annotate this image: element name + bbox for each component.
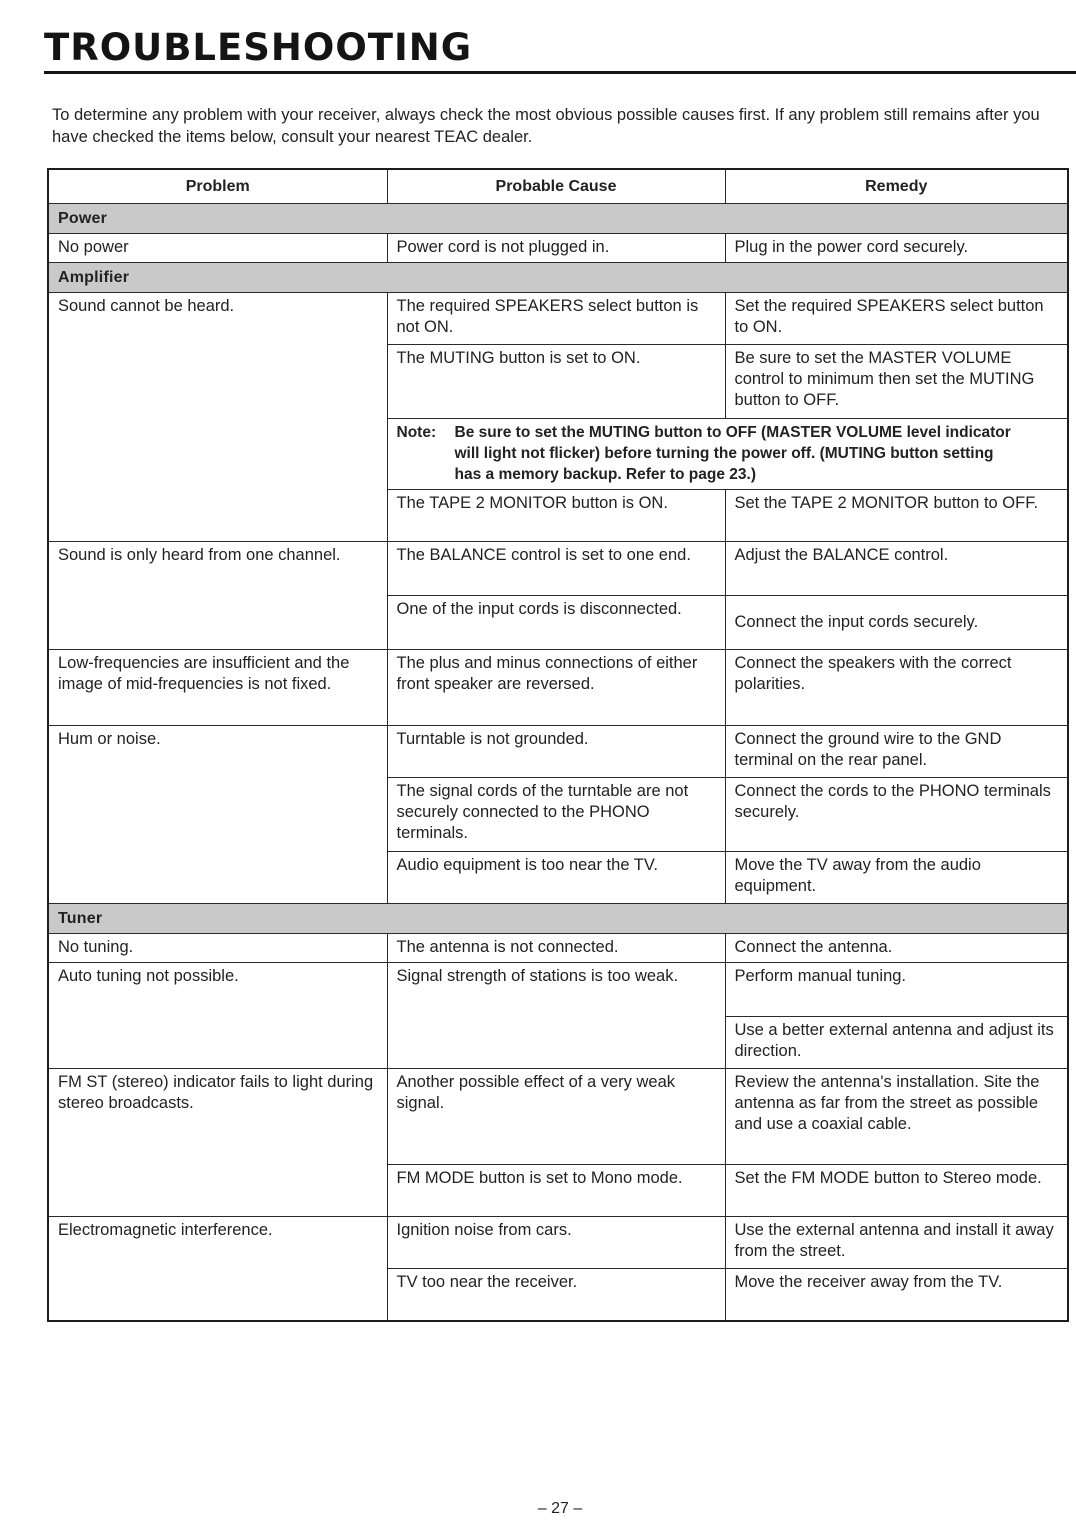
table-row — [48, 1069, 1068, 1165]
remedy-cell: Plug in the power cord securely. — [725, 234, 1068, 263]
cause-cell: The plus and minus connections of either front speaker are reversed. — [387, 650, 725, 726]
cause-cell: FM MODE button is set to Mono mode. — [387, 1165, 725, 1217]
section-row-power — [48, 204, 1068, 234]
cause-cell: Signal strength of stations is too weak. — [387, 963, 725, 1069]
remedy-cell: Set the FM MODE button to Stereo mode. — [725, 1165, 1068, 1217]
remedy-cell: Connect the antenna. — [725, 934, 1068, 963]
remedy-cell: Review the antenna's installation. Site the antenna as far from the street as possible and use a coaxial cable. — [725, 1069, 1068, 1165]
problem-cell: Low-frequencies are insufficient and the image of mid-frequencies is not fixed. — [48, 650, 387, 726]
intro-paragraph: To determine any problem with your receiver, always check the most obvious possible causes first. If any problem still remains after you have checked the items below, consult your nearest TEAC dealer. — [52, 106, 1040, 146]
remedy-cell: Set the TAPE 2 MONITOR button to OFF. — [725, 490, 1068, 542]
problem-cell: FM ST (stereo) indicator fails to light during stereo broadcasts. — [48, 1069, 387, 1217]
note-cell — [387, 419, 1068, 490]
remedy-cell: Use the external antenna and install it away from the street. — [725, 1217, 1068, 1269]
cause-cell: The BALANCE control is set to one end. — [387, 542, 725, 596]
cause-cell: One of the input cords is disconnected. — [387, 596, 725, 650]
problem-cell: Auto tuning not possible. — [48, 963, 387, 1069]
cause-cell: TV too near the receiver. — [387, 1269, 725, 1322]
remedy-cell: Adjust the BALANCE control. — [725, 542, 1068, 596]
cause-cell: Power cord is not plugged in. — [387, 234, 725, 263]
cause-cell: The MUTING button is set to ON. — [387, 345, 725, 419]
table-row — [48, 726, 1068, 778]
header-remedy: Remedy — [725, 169, 1068, 204]
section-row-amplifier — [48, 263, 1068, 293]
cause-cell: Ignition noise from cars. — [387, 1217, 725, 1269]
remedy-cell: Connect the speakers with the correct polarities. — [725, 650, 1068, 726]
table-row — [48, 650, 1068, 726]
cause-cell: Audio equipment is too near the TV. — [387, 852, 725, 904]
problem-cell: Hum or noise. — [48, 726, 387, 904]
remedy-cell: Move the receiver away from the TV. — [725, 1269, 1068, 1322]
page-title: TROUBLESHOOTING — [44, 26, 473, 69]
problem-cell: No power — [48, 234, 387, 263]
problem-cell: Electromagnetic interference. — [48, 1217, 387, 1322]
cause-cell: Turntable is not grounded. — [387, 726, 725, 778]
troubleshooting-table — [47, 168, 1069, 1322]
note-label: Note: — [396, 424, 437, 441]
table-header-row — [48, 169, 1068, 204]
page-number: – 27 – — [537, 1500, 583, 1517]
problem-cell: No tuning. — [48, 934, 387, 963]
cause-cell: Another possible effect of a very weak signal. — [387, 1069, 725, 1165]
remedy-cell: Connect the ground wire to the GND terminal on the rear panel. — [725, 726, 1068, 778]
header-problem: Problem — [48, 169, 387, 204]
cause-cell: The required SPEAKERS select button is not ON. — [387, 293, 725, 345]
title-rule — [44, 71, 1076, 74]
troubleshooting-table-wrapper — [47, 168, 1067, 1322]
table-row — [48, 293, 1068, 345]
remedy-cell: Be sure to set the MASTER VOLUME control to minimum then set the MUTING button to OFF. — [725, 345, 1068, 419]
remedy-cell: Connect the input cords securely. — [725, 596, 1068, 650]
cause-cell: The TAPE 2 MONITOR button is ON. — [387, 490, 725, 542]
problem-cell: Sound cannot be heard. — [48, 293, 387, 542]
problem-cell: Sound is only heard from one channel. — [48, 542, 387, 650]
table-row — [48, 1217, 1068, 1269]
table-row — [48, 934, 1068, 963]
cause-cell: The signal cords of the turntable are not securely connected to the PHONO terminals. — [387, 778, 725, 852]
table-row — [48, 963, 1068, 1017]
note-text: Be sure to set the MUTING button to OFF (MASTER VOLUME level indicator will light not flicker) before turning the power off. (MUTING button setting has a memory backup. Refer to page 23.) — [454, 424, 1011, 483]
remedy-cell: Perform manual tuning. — [725, 963, 1068, 1017]
remedy-cell: Move the TV away from the audio equipment. — [725, 852, 1068, 904]
remedy-cell: Use a better external antenna and adjust its direction. — [725, 1017, 1068, 1069]
section-row-tuner — [48, 904, 1068, 934]
section-label: Tuner — [48, 904, 1068, 934]
remedy-cell: Set the required SPEAKERS select button to ON. — [725, 293, 1068, 345]
cause-cell: The antenna is not connected. — [387, 934, 725, 963]
table-row — [48, 234, 1068, 263]
remedy-cell: Connect the cords to the PHONO terminals securely. — [725, 778, 1068, 852]
section-label: Amplifier — [48, 263, 1068, 293]
header-probable-cause: Probable Cause — [387, 169, 725, 204]
table-row — [48, 542, 1068, 596]
section-label: Power — [48, 204, 1068, 234]
